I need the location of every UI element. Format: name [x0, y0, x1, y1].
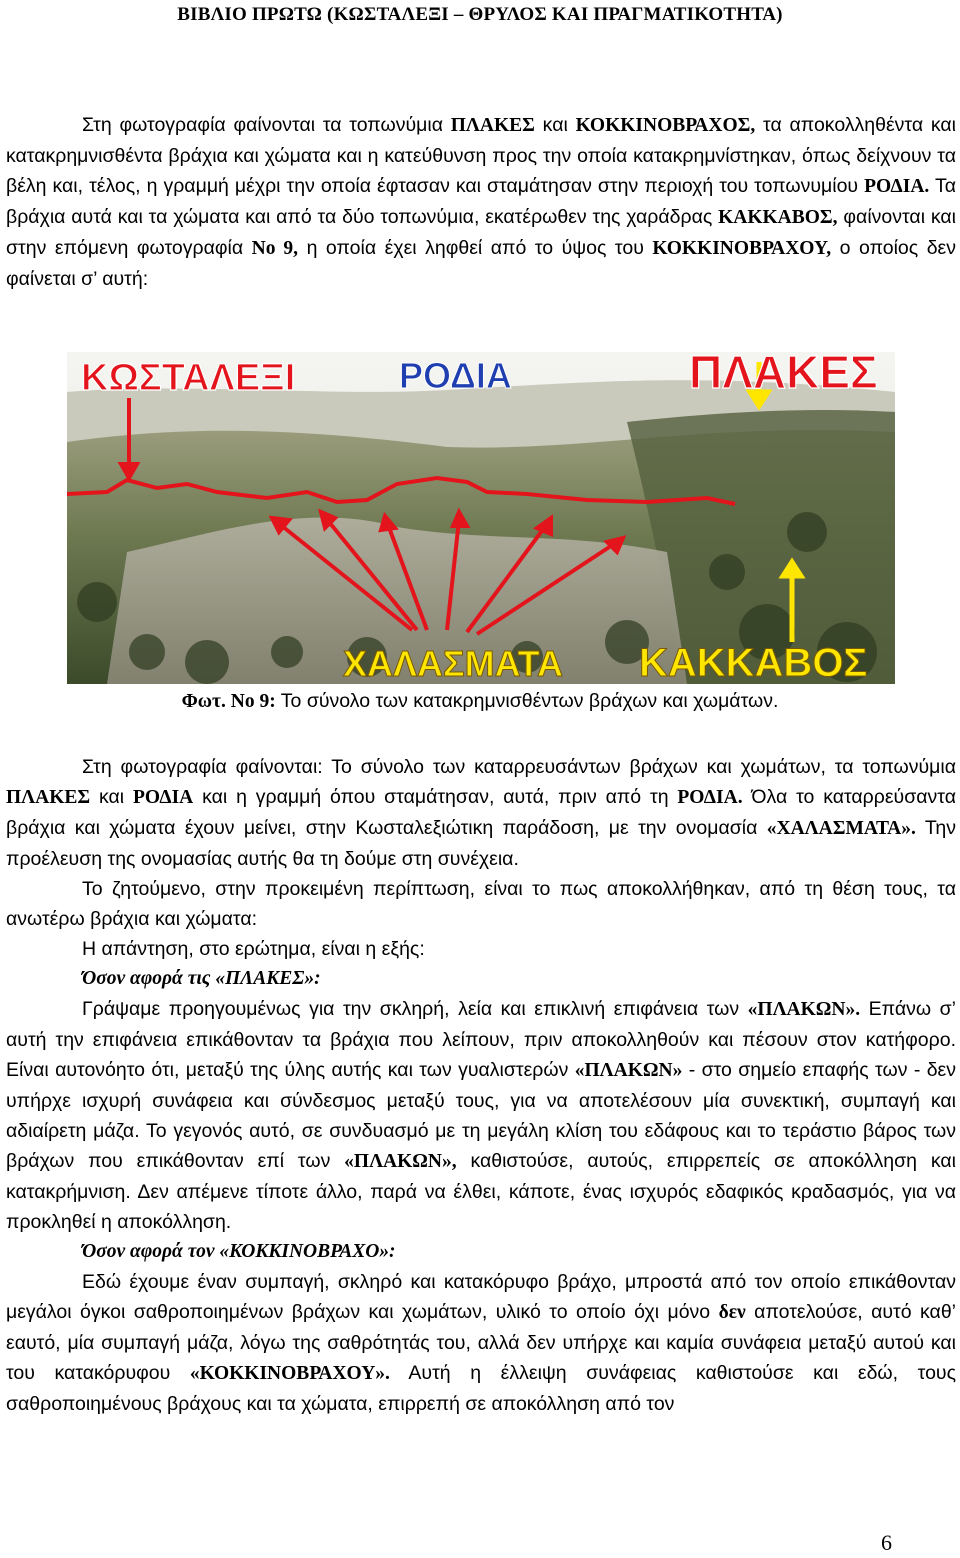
label-plakes: ΠΛΑΚΕΣ	[689, 352, 878, 398]
section-heading-kokkinovrachos: Όσον αφορά τον «ΚΟΚΚΙΝΟΒΡΑΧΟ»:	[82, 1241, 396, 1262]
caption-prefix: Φωτ.	[181, 691, 226, 712]
toponym-plakes: ΠΛΑΚΕΣ	[6, 787, 91, 808]
text-run: η οποία έχει ληφθεί από το ύψος του	[298, 237, 653, 259]
paragraph-3: Το ζητούμενο, στην προκειμένη περίπτωση, είναι το πως αποκολλήθηκαν, από τη θέση τους, τα ανωτέρω βράχια και χώματα:	[6, 878, 956, 930]
toponym-rodia: ΡΟΔΙΑ.	[864, 176, 930, 197]
toponym-plakes: ΠΛΑΚΕΣ	[450, 115, 535, 136]
caption-text: Το σύνολο των κατακρημνισθέντων βράχων και χωμάτων.	[275, 690, 779, 712]
term-plakon: «ΠΛΑΚΩΝ»,	[344, 1151, 457, 1172]
text-run: καθιστούσε, αυτούς, επιρρεπείς σε αποκόλληση και κατακρήμνιση. Δεν απέμενε τίποτε άλλο, παρά να έλθει, κάποτε, ένας ισχυρός εδαφικός κραδασμός, για να προκληθεί η αποκόλληση.	[6, 1150, 956, 1233]
text-run: Στη φωτογραφία φαίνονται: Το σύνολο των καταρρευσάντων βράχων και χωμάτων, τα τοπωνύμια	[82, 756, 956, 778]
term-plakon: «ΠΛΑΚΩΝ»	[574, 1060, 683, 1081]
photo-caption	[0, 690, 960, 713]
label-rodia: ΡΟΔΙΑ	[399, 355, 512, 396]
text-run: φαίνονται και στην επόμενη φωτογραφία	[6, 206, 956, 259]
text-run: Αυτή η έλλειψη συνάφειας καθιστούσε και εδώ, τους σαθροποιημένους βράχους και τα χώματα, επιρρεπή σε αποκόλληση από τον	[6, 1362, 956, 1415]
paragraph-5	[6, 994, 956, 1237]
intro-paragraph-block	[6, 110, 956, 294]
text-run: Εδώ έχουμε έναν συμπαγή, σκληρό και κατακόρυφο βράχο, μπροστά από τον οποίο επικάθονταν μεγάλοι όγκοι σαθροποιημένων βράχων και χωμάτων, υλικό το οποίο όχι μόνο	[6, 1271, 956, 1323]
paragraph-2	[6, 752, 956, 874]
text-run: Γράψαμε προηγουμένως για την σκληρή, λεία και επικλινή επιφάνεια των	[82, 998, 748, 1020]
text-run: και	[90, 786, 133, 808]
toponym-rodia: ΡΟΔΙΑ	[132, 787, 194, 808]
label-kakkavos: ΚΑΚΚΑΒΟΣ	[639, 641, 868, 684]
toponym-rodia: ΡΟΔΙΑ.	[677, 787, 743, 808]
label-halasmata: ΧΑΛΑΣΜΑΤΑ	[343, 643, 563, 684]
paragraph-6	[6, 1267, 956, 1419]
text-run: τα αποκολληθέντα και κατακρημνισθέντα βράχια και χώματα και η κατεύθυνση προς την οποία κατακρημνίστηκαν, όπως δείχνουν τα βέλη και, τέλος, η γραμμή μέχρι την οποία έφτασαν και σταμάτησαν στην περιοχή του τοπωνυμίου	[6, 114, 957, 197]
caption-number: Νο 9:	[225, 691, 276, 712]
running-header: ΒΙΒΛΙΟ ΠΡΩΤΩ (ΚΩΣΤΑΛΕΞΙ – ΘΡΥΛΟΣ ΚΑΙ ΠΡΑΓΜΑΤΙΚΟΤΗΤΑ)	[177, 4, 783, 25]
main-text-block	[6, 752, 956, 1419]
term-kokkinovrachou: «ΚΟΚΚΙΝΟΒΡΑΧΟΥ».	[189, 1363, 390, 1384]
toponym-kakkavos: ΚΑΚΚΑΒΟΣ,	[718, 207, 838, 228]
landscape-photo	[67, 352, 895, 684]
emphasis-den: δεν	[718, 1302, 746, 1323]
text-run: Την προέλευση της ονομασίας αυτής θα τη δούμε στη συνέχεια.	[6, 817, 956, 870]
page-number: 6	[881, 1530, 892, 1555]
paragraph-4: Η απάντηση, στο ερώτημα, είναι η εξής:	[82, 938, 425, 960]
intro-paragraph	[6, 110, 956, 294]
text-run: Όλα το καταρρεύσαντα βράχια και χώματα έχουν μείνει, στην Κωσταλεξιώτικη παράδοση, με την ονομασία	[6, 786, 956, 839]
text-run: - στο σημείο επαφής των - δεν υπήρχε ισχυρή συνάφεια και σύνδεσμος μεταξύ τους, για να αποτελέσουν μία συνεκτική, συμπαγή και αδιαίρετη μάζα. Το γεγονός αυτό, σε συνδυασμό με τη μεγάλη κλίση του εδάφους και το τεράστιο βάρος των βράχων που επικάθονταν επί των	[6, 1059, 956, 1172]
text-run: Επάνω σ’ αυτή την επιφάνεια επικάθονταν τα βράχια που λείπουν, πριν αποκολληθούν και πέσουν στον κατήφορο. Είναι αυτονόητο ότι, μεταξύ της ύλης αυτής και των γυαλιστερών	[6, 998, 956, 1081]
toponym-kokkinovrachos: ΚΟΚΚΙΝΟΒΡΑΧΟΣ,	[575, 115, 756, 136]
text-run: και η γραμμή όπου σταμάτησαν, αυτά, πριν από τη	[193, 786, 678, 808]
text-run: ο οποίος δεν φαίνεται σ’ αυτή:	[6, 237, 956, 290]
text-run: Τα βράχια αυτά και τα χώματα και από τα δύο τοπωνύμια, εκατέρωθεν της χαράδρας	[6, 175, 956, 228]
photo-ref: Νο 9,	[251, 238, 299, 259]
text-run: αποτελούσε, αυτό καθ’ εαυτό, μία συμπαγή μάζα, λόγω της σαθρότητάς του, αλλά δεν υπήρχε και καμία συνάφεια μεταξύ αυτού και του κατακόρυφου	[6, 1301, 956, 1384]
text-run: Στη φωτογραφία φαίνονται τα τοπωνύμια	[82, 114, 451, 136]
toponym-kokkinovrachou: ΚΟΚΚΙΝΟΒΡΑΧΟΥ,	[652, 238, 832, 259]
text-run: και	[534, 114, 576, 136]
term-halasmata: «ΧΑΛΑΣΜΑΤΑ».	[766, 818, 916, 839]
term-plakon: «ΠΛΑΚΩΝ».	[747, 999, 861, 1020]
section-heading-plakes: Όσον αφορά τις «ΠΛΑΚΕΣ»:	[82, 968, 321, 989]
label-kostalexi: ΚΩΣΤΑΛΕΞΙ	[81, 357, 296, 399]
